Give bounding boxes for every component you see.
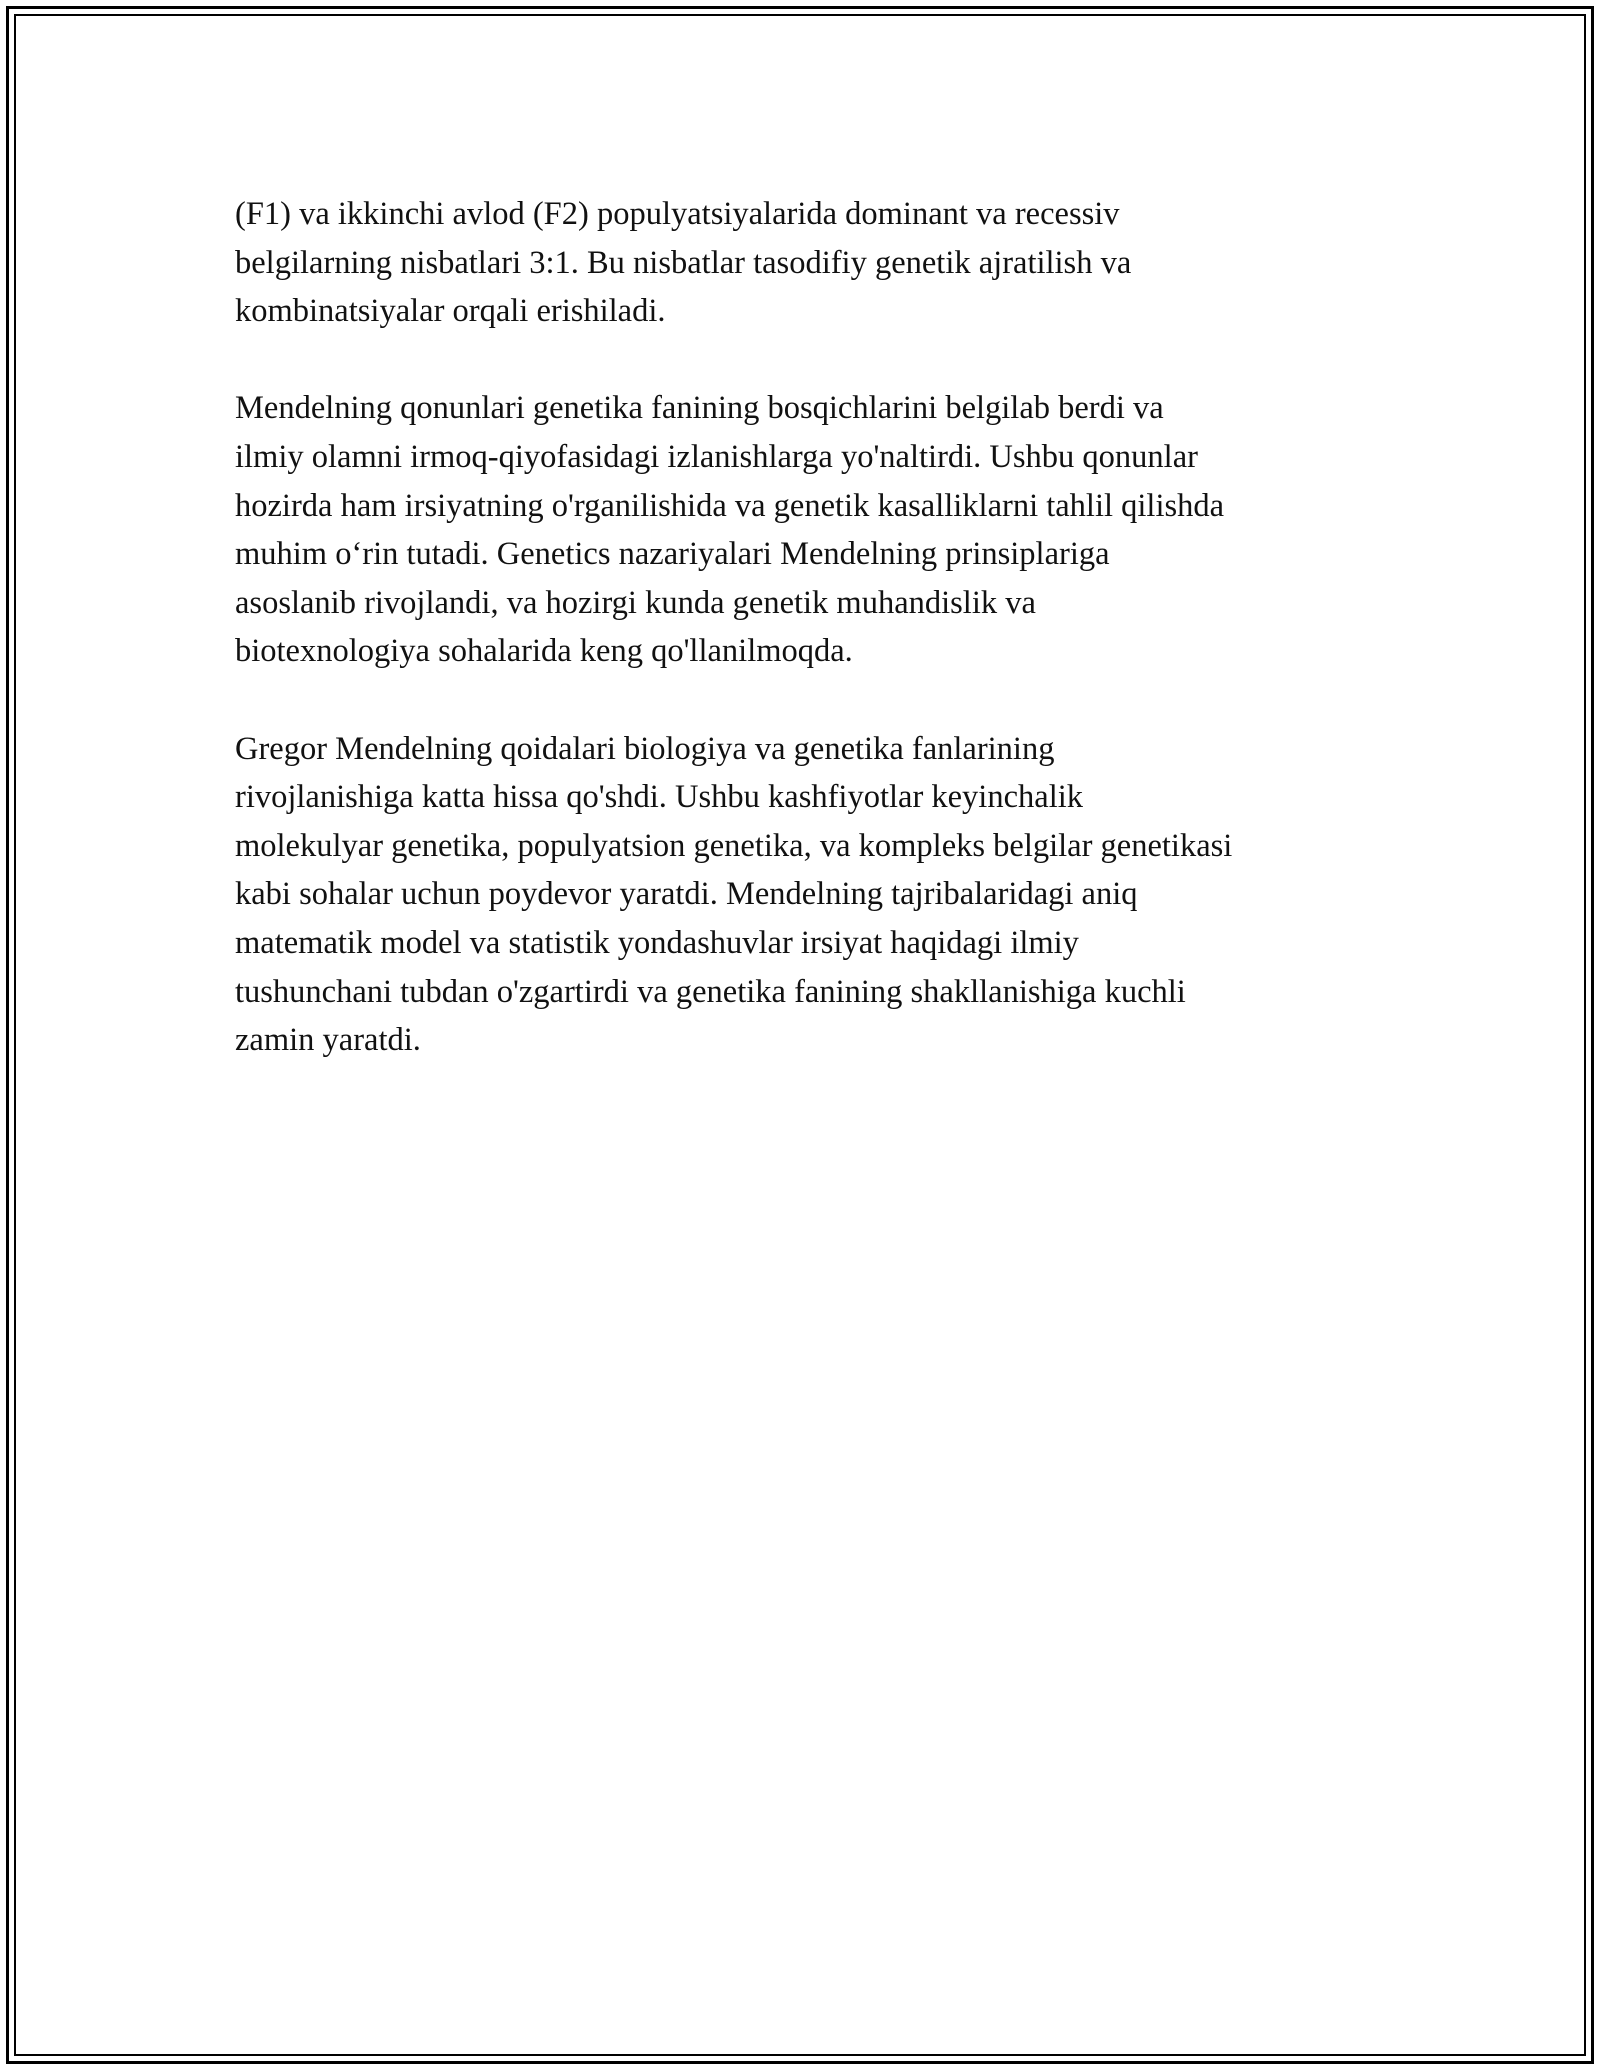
text-line: asoslanib rivojlandi, va hozirgi kunda genetik muhandislik va	[235, 584, 1036, 621]
paragraph-2	[235, 384, 1370, 676]
text-line: tushunchani tubdan o'zgartirdi va genetika fanining shakllanishiga kuchli	[235, 973, 1186, 1010]
text-line: biotexnologiya sohalarida keng qo'llanilmoqda.	[235, 633, 853, 670]
text-line: ilmiy olamni irmoq-qiyofasidagi izlanishlarga yo'naltirdi. Ushbu qonunlar	[235, 438, 1198, 475]
text-line: rivojlanishiga katta hissa qo'shdi. Ushbu kashfiyotlar keyinchalik	[235, 779, 1083, 816]
text-line: belgilarning nisbatlari 3:1. Bu nisbatlar tasodifiy genetik ajratilish va	[235, 244, 1132, 281]
paragraph-1	[235, 190, 1370, 336]
text-line: Mendelning qonunlari genetika fanining bosqichlarini belgilab berdi va	[235, 390, 1164, 427]
text-line: kombinatsiyalar orqali erishiladi.	[235, 293, 666, 330]
text-line: matematik model va statistik yondashuvlar irsiyat haqidagi ilmiy	[235, 924, 1079, 961]
text-line: Gregor Mendelning qoidalari biologiya va genetika fanlarining	[235, 730, 1055, 767]
text-line: (F1) va ikkinchi avlod (F2) populyatsiyalarida dominant va recessiv	[235, 196, 1120, 232]
text-line: molekulyar genetika, populyatsion genetika, va kompleks belgilar genetikasi	[235, 827, 1233, 864]
paragraph-3	[235, 725, 1370, 1065]
text-line: kabi sohalar uchun poydevor yaratdi. Mendelning tajribalaridagi aniq	[235, 876, 1138, 913]
text-line: hozirda ham irsiyatning o'rganilishida va genetik kasalliklarni tahlil qilishda	[235, 487, 1225, 524]
text-line: muhim o‘rin tutadi. Genetics nazariyalari Mendelning prinsiplariga	[235, 536, 1110, 573]
document-body	[235, 190, 1370, 1113]
text-line: zamin yaratdi.	[235, 1022, 421, 1059]
